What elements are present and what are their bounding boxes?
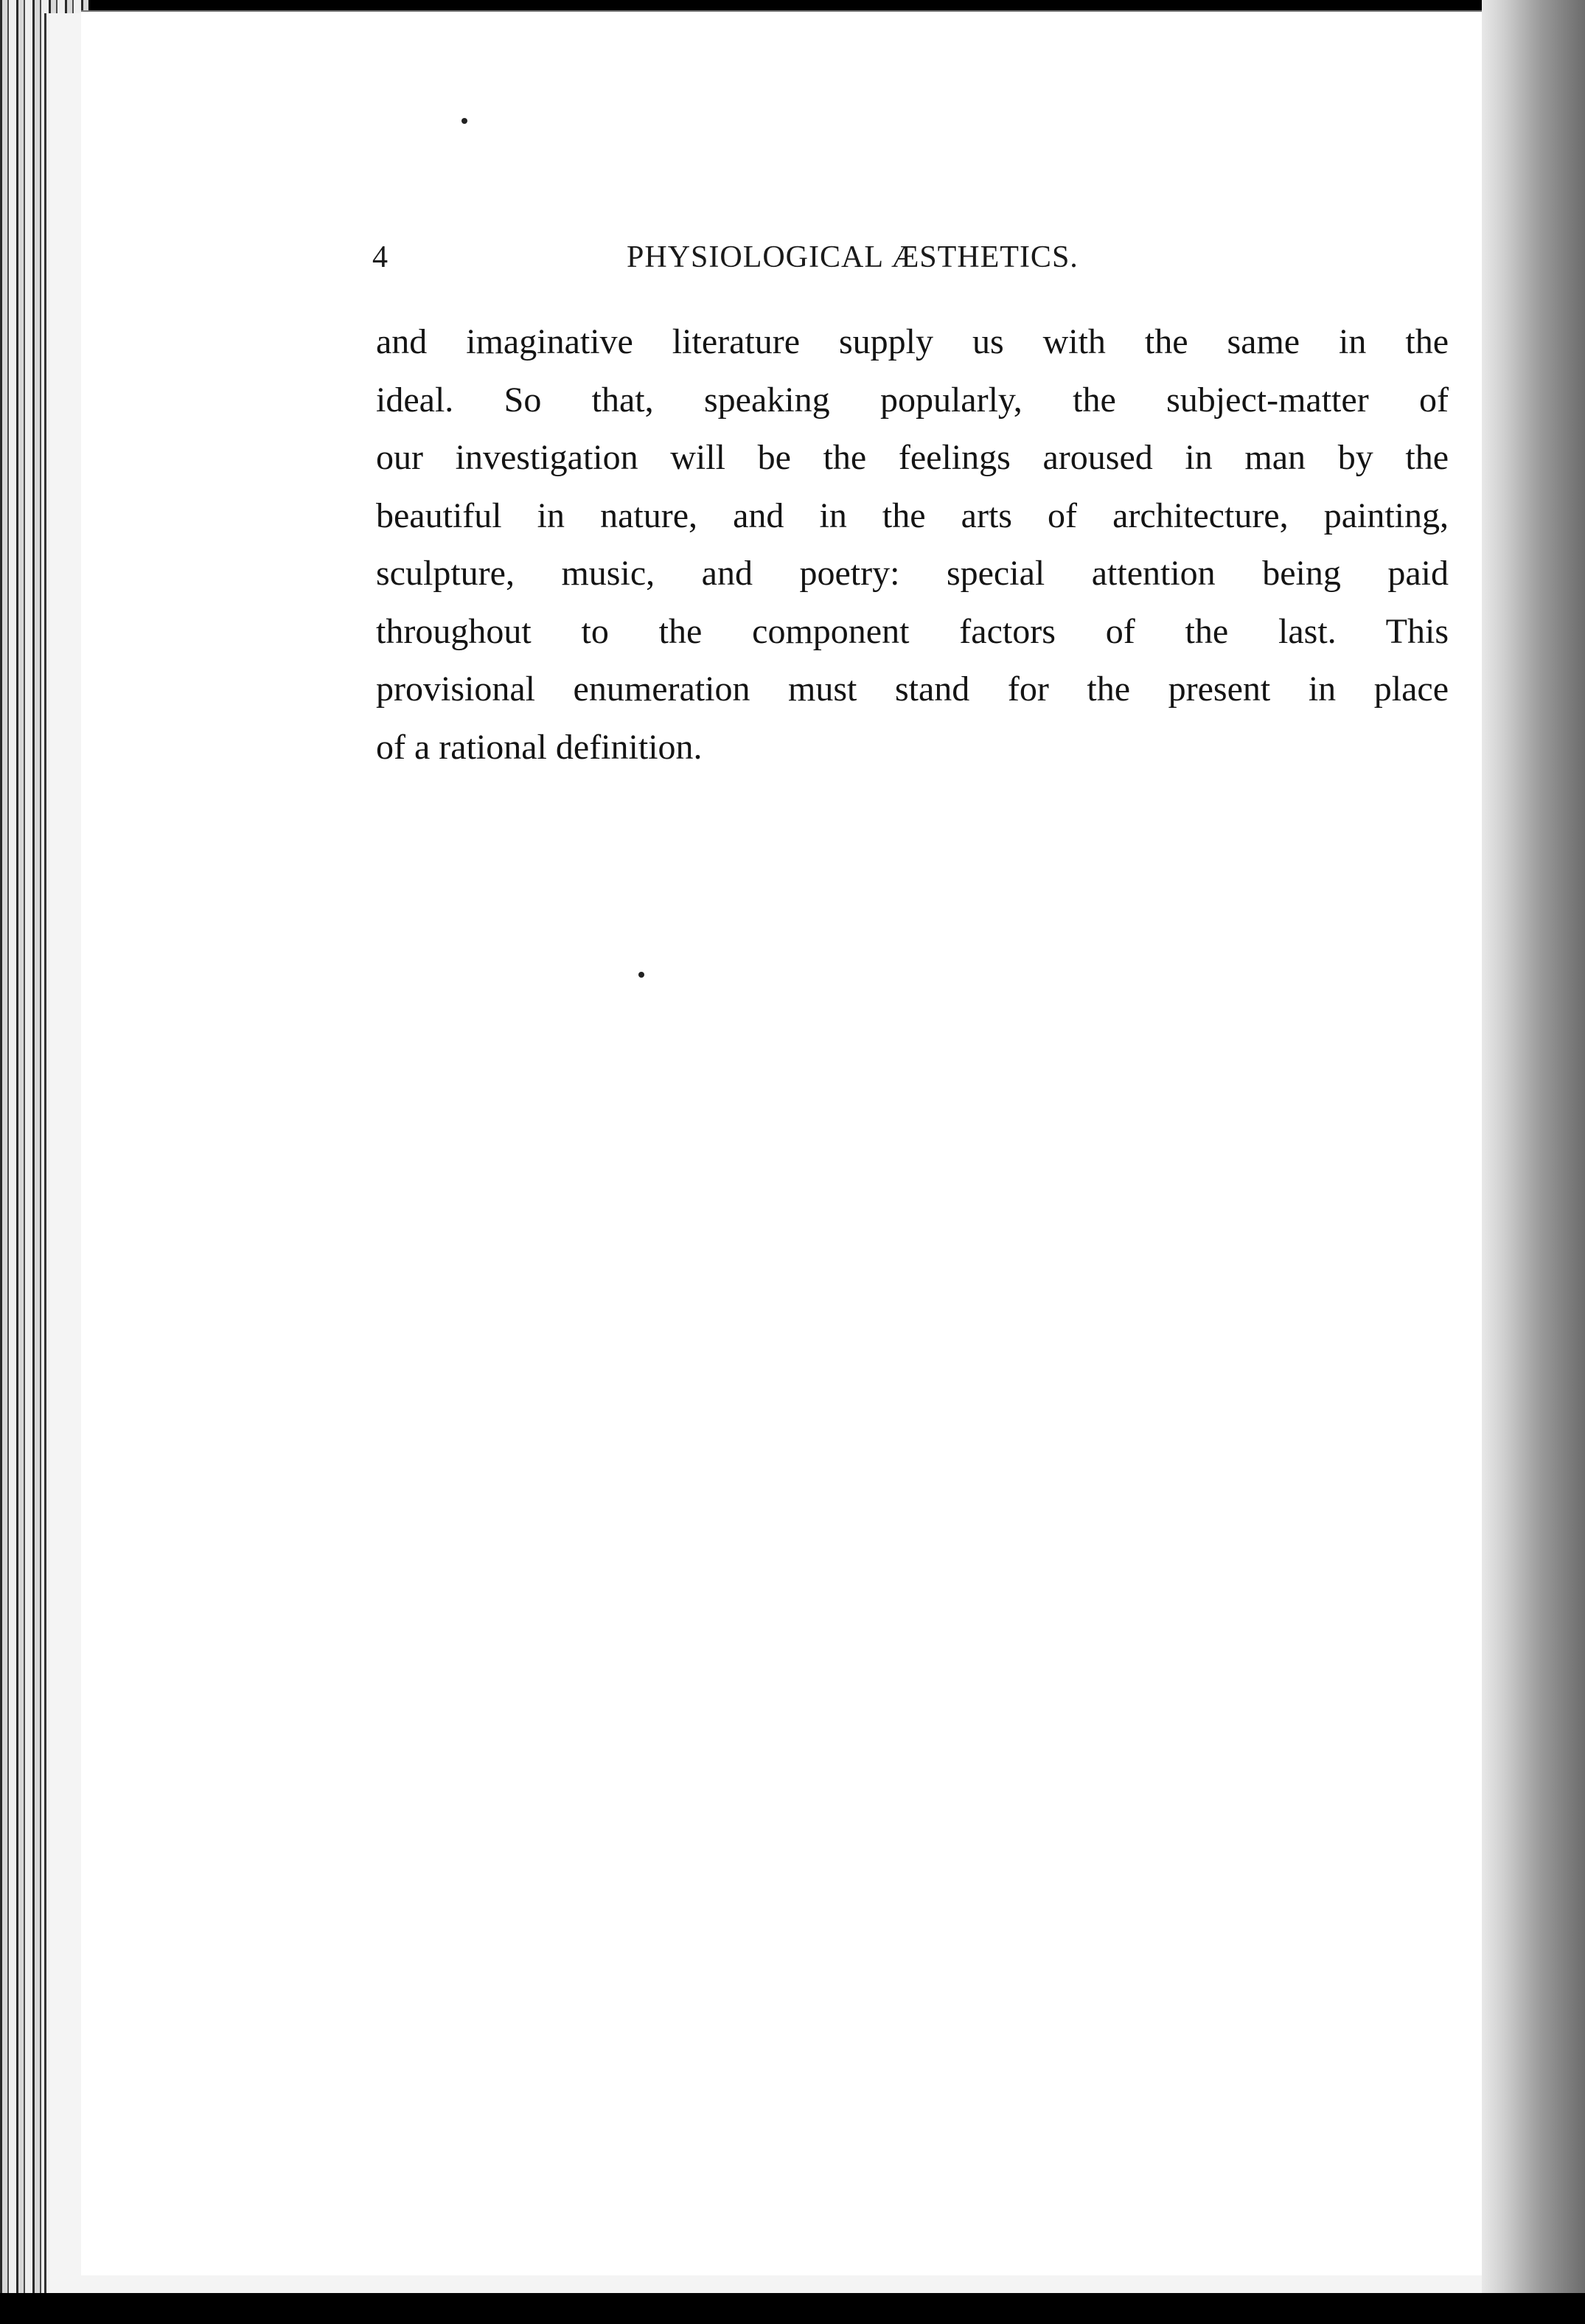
text-line: our investigation will be the feelings aroused in man by the [376,438,1449,477]
running-head [372,240,1198,284]
ink-speck [461,118,467,124]
text-line: beautiful in nature, and in the arts of architecture, painting, [376,495,1449,535]
text-line: throughout to the component factors of the last. This [376,611,1449,651]
ink-speck [638,972,644,978]
book-right-shadow [1482,0,1585,2324]
running-title: PHYSIOLOGICAL ÆSTHETICS. [627,240,1079,274]
text-line: provisional enumeration must stand for the present in place [376,669,1449,709]
text-line: of a rational definition. [376,727,703,767]
body-paragraph [376,313,1449,776]
scan-bottom-border [0,2293,1585,2324]
text-line: and imaginative literature supply us with the same in the [376,322,1449,361]
text-line: ideal. So that, speaking popularly, the subject-matter of [376,380,1449,420]
page-number: 4 [372,240,388,274]
text-line: sculpture, music, and poetry: special attention being paid [376,554,1449,593]
